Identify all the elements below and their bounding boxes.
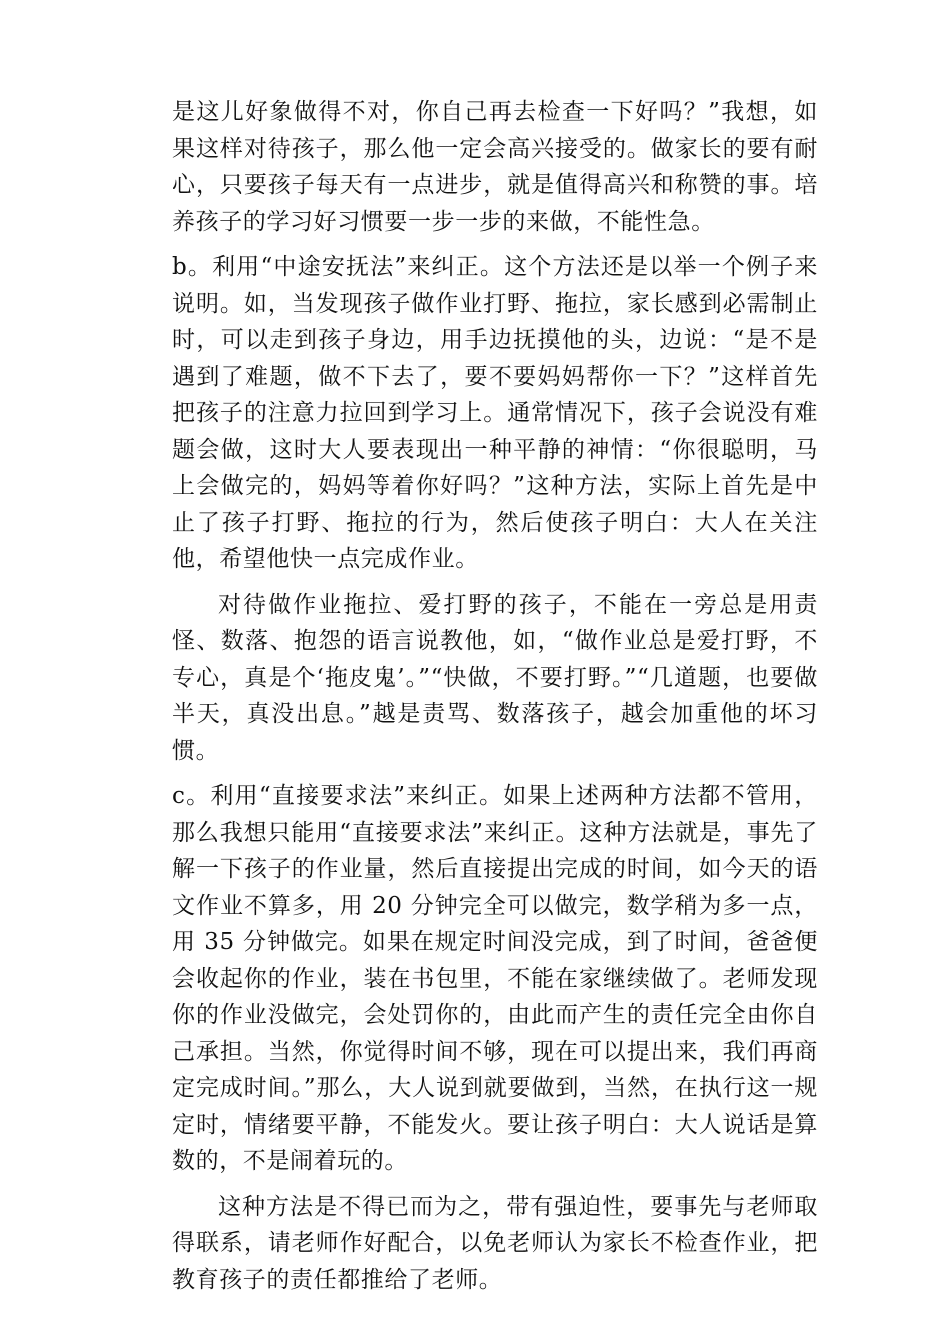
- paragraph-advice: 对待做作业拖拉、爱打野的孩子，不能在一旁总是用责怪、数落、抱怨的语言说教他，如，“做作业总是爱打野，不专心，真是个‘拖皮鬼’。”“快做，不要打野。”“几道题，也要做半天，真没出息。”越是责骂、数落孩子，越会加重他的坏习惯。: [172, 591, 818, 764]
- paragraph-closing: 这种方法是不得已而为之，带有强迫性，要事先与老师取得联系，请老师作好配合，以免老师认为家长不检查作业，把教育孩子的责任都推给了老师。: [172, 1193, 818, 1293]
- paragraph-method-c: c。利用“直接要求法”来纠正。如果上述两种方法都不管用，那么我想只能用“直接要求法”来纠正。这种方法就是，事先了解一下孩子的作业量，然后直接提出完成的时间，如今天的语文作业不算多，用 20 分钟完全可以做完，数学稍为多一点，用 35 分钟做完。如果在规定时间没完成，到了时间，爸爸便会收起你的作业，装在书包里，不能在家继续做了。老师发现你的作业没做完，会处罚你的，由此而产生的责任完全由你自己承担。当然，你觉得时间不够，现在可以提出来，我们再商定完成时间。”那么，大人说到就要做到，当然，在执行这一规定时，情绪要平静，不能发火。要让孩子明白：大人说话是算数的，不是闹着玩的。: [172, 783, 818, 1174]
- paragraph-continuation: 是这儿好象做得不对，你自己再去检查一下好吗？”我想，如果这样对待孩子，那么他一定会高兴接受的。做家长的要有耐心，只要孩子每天有一点进步，就是值得高兴和称赞的事。培养孩子的学习好习惯要一步一步的来做，不能性急。: [172, 99, 818, 235]
- document-body: [172, 94, 818, 1307]
- paragraph-method-b: b。利用“中途安抚法”来纠正。这个方法还是以举一个例子来说明。如，当发现孩子做作业打野、拖拉，家长感到必需制止时，可以走到孩子身边，用手边抚摸他的头，边说：“是不是遇到了难题，做不下去了，要不要妈妈帮你一下？”这样首先把孩子的注意力拉回到学习上。通常情况下，孩子会说没有难题会做，这时大人要表现出一种平静的神情：“你很聪明，马上会做完的，妈妈等着你好吗？”这种方法，实际上首先是中止了孩子打野、拖拉的行为，然后使孩子明白：大人在关注他，希望他快一点完成作业。: [172, 254, 818, 572]
